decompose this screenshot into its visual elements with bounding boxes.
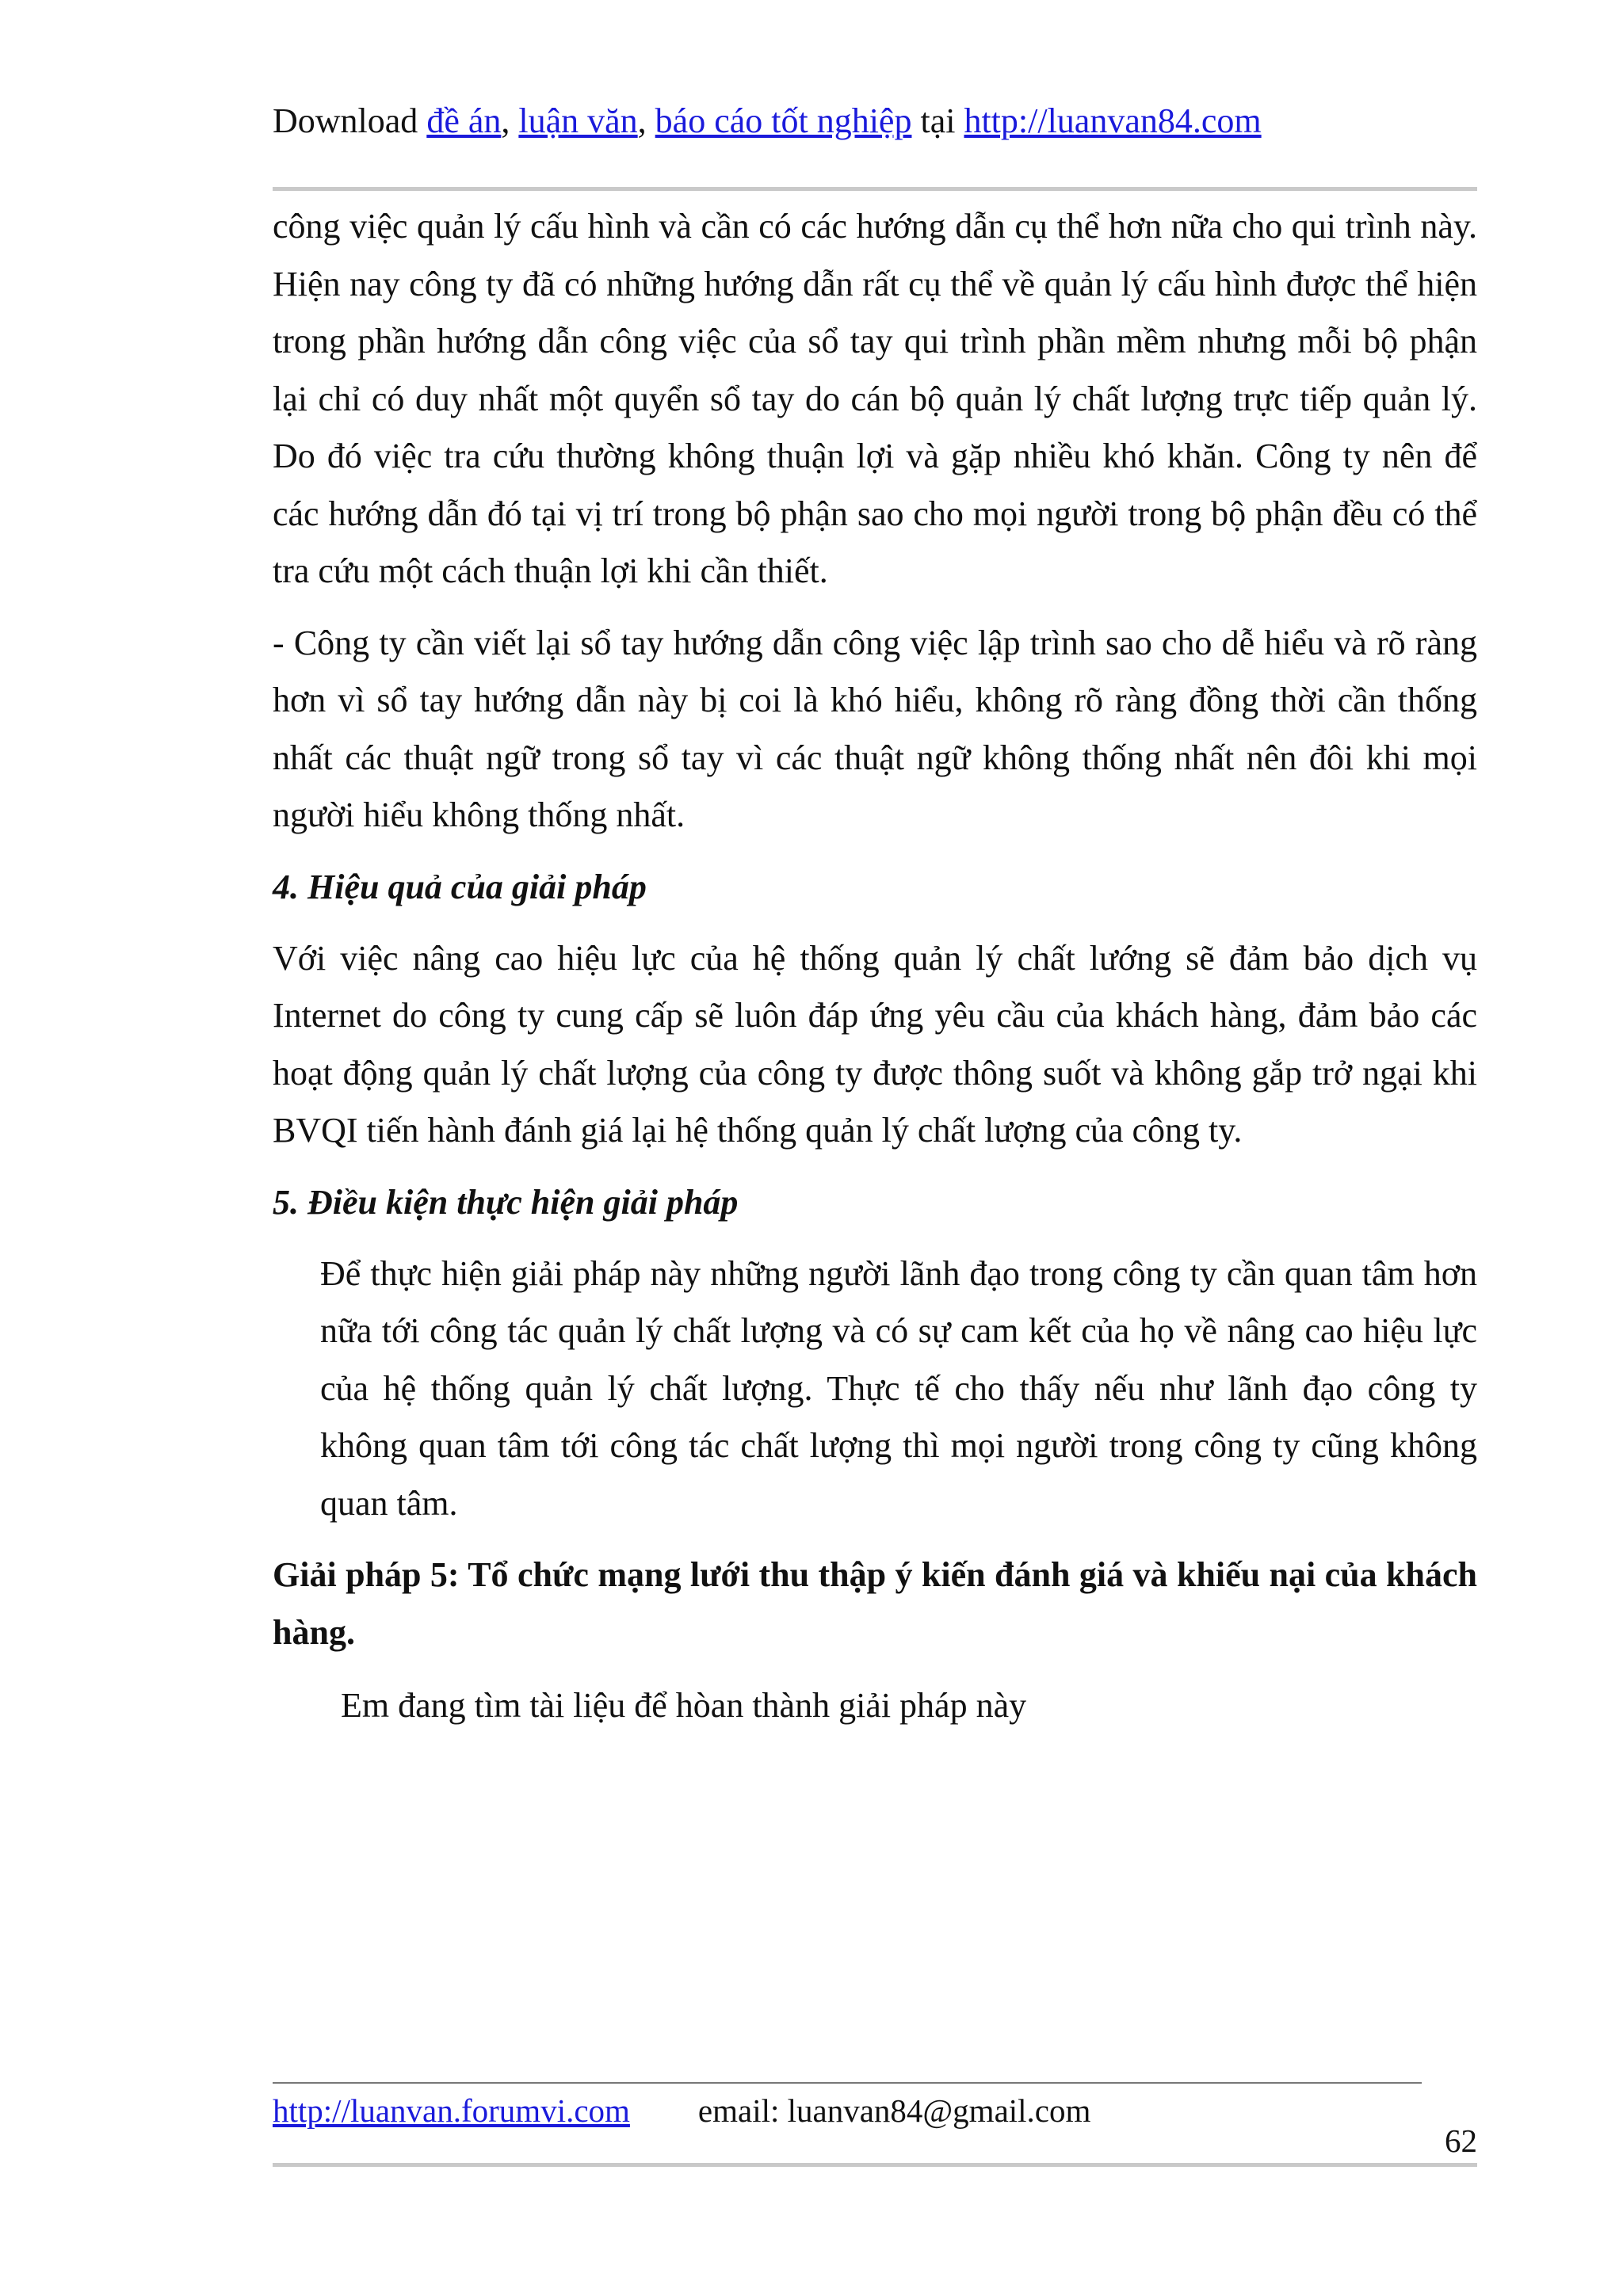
page-number: 62 bbox=[1445, 2122, 1477, 2159]
body-paragraph: Để thực hiện giải pháp này những người lãnh đạo trong công ty cần quan tâm hơn nữa tới công tác quản lý chất lượng và có sự cam kết của họ về nâng cao hiệu lực của hệ thống quản lý chất lượng. Thực tế cho thấy nếu như lãnh đạo công ty không quan tâm tới công tác chất lượng thì mọi người trong công ty cũng không quan tâm. bbox=[320, 1253, 1477, 1523]
footer-email: email: luanvan84@gmail.com bbox=[697, 2092, 1091, 2129]
footer-divider bbox=[273, 2082, 1422, 2084]
section-heading: 5. Điều kiện thực hiện giải pháp bbox=[273, 1182, 739, 1222]
site-link[interactable]: http://luanvan84.com bbox=[964, 101, 1262, 140]
header-separator: , bbox=[637, 101, 655, 140]
footer bbox=[273, 2088, 1090, 2133]
bao-cao-tot-nghiep-link[interactable]: báo cáo tốt nghiệp bbox=[655, 101, 912, 140]
de-an-link[interactable]: đề án bbox=[426, 101, 502, 140]
forum-link[interactable]: http://luanvan.forumvi.com bbox=[273, 2092, 630, 2129]
header-connector: tại bbox=[911, 101, 964, 140]
solution-heading: Giải pháp 5: Tổ chức mạng lưới thu thập ý kiến đánh giá và khiếu nại của khách hàng. bbox=[273, 1555, 1477, 1652]
document-body bbox=[273, 198, 1477, 1735]
body-paragraph: Với việc nâng cao hiệu lực của hệ thống quản lý chất lướng sẽ đảm bảo dịch vụ Internet do công ty cung cấp sẽ luôn đáp ứng yêu cầu của khách hàng, đảm bảo các hoạt động quản lý chất lượng của công ty được thông suốt và không gắp trở ngại khi BVQI tiến hành đánh giá lại hệ thống quản lý chất lượng của công ty. bbox=[273, 938, 1477, 1150]
header-divider bbox=[273, 187, 1477, 191]
footer-rule bbox=[273, 2163, 1477, 2167]
body-paragraph: Em đang tìm tài liệu để hòan thành giải pháp này bbox=[341, 1686, 1027, 1725]
header-separator: , bbox=[501, 101, 519, 140]
body-paragraph: công việc quản lý cấu hình và cần có các hướng dẫn cụ thể hơn nữa cho qui trình này. Hiện nay công ty đã có những hướng dẫn rất cụ thể về quản lý cấu hình được thể hiện trong phần hướng dẫn công việc của sổ tay qui trình phần mềm nhưng mỗi bộ phận lại chỉ có duy nhất một quyển sổ tay do cán bộ quản lý chất lượng trực tiếp quản lý. Do đó việc tra cứu thường không thuận lợi và gặp nhiều khó khăn. Công ty nên để các hướng dẫn đó tại vị trí trong bộ phận sao cho mọi người trong bộ phận đều có thể tra cứu một cách thuận lợi khi cần thiết. bbox=[273, 207, 1477, 590]
header-prefix: Download bbox=[273, 101, 427, 140]
luan-van-link[interactable]: luận văn bbox=[518, 101, 638, 140]
body-paragraph: - Công ty cần viết lại sổ tay hướng dẫn công việc lập trình sao cho dễ hiểu và rõ ràng hơn vì sổ tay hướng dẫn này bị coi là khó hiểu, không rõ ràng đồng thời cần thống nhất các thuật ngữ trong sổ tay vì các thuật ngữ không thống nhất nên đôi khi mọi người hiểu không thống nhất. bbox=[273, 623, 1477, 834]
download-header bbox=[273, 93, 1262, 149]
section-heading: 4. Hiệu quả của giải pháp bbox=[273, 867, 647, 906]
